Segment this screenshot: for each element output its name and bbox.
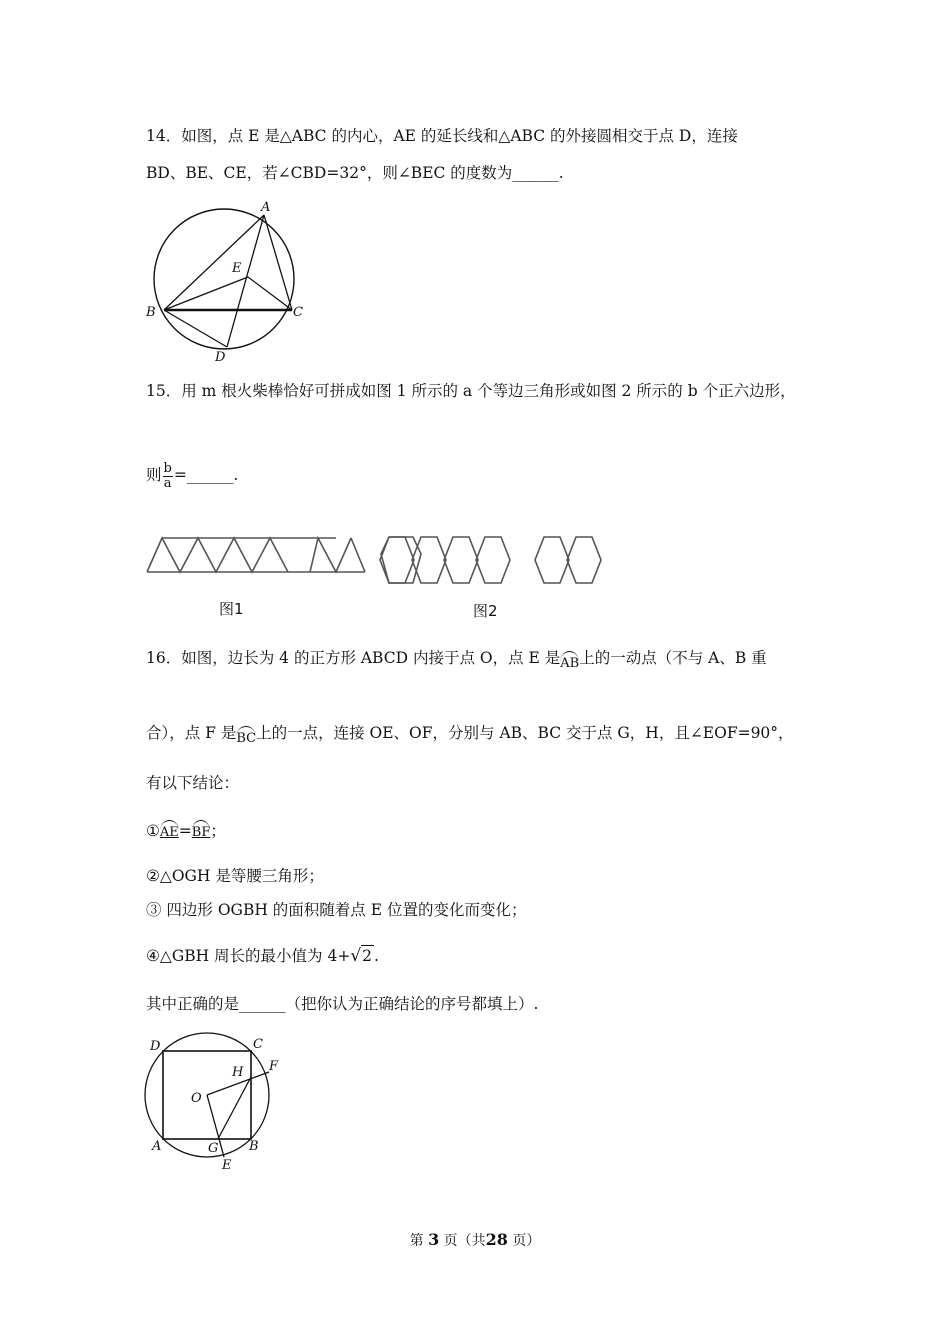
q14-label-B: B [146, 305, 156, 320]
q14-text-line2: BD、BE、CE，若∠CBD=32°，则∠BEC 的度数为______. [146, 164, 564, 182]
q16-conclusion-4 [146, 945, 379, 966]
q14-line-AB [164, 215, 264, 310]
q14-line-AD [227, 215, 264, 347]
q15-text-line1: 15．用 m 根火柴棒恰好可拼成如图 1 所示的 a 个等边三角形或如图 2 所示的 b 个正六边形， [146, 382, 796, 400]
q16-arc-AE: AE [160, 820, 179, 840]
q14-line-BE [164, 277, 248, 310]
footer-post: 页） [512, 1233, 541, 1249]
q16-sqrt-radicand: 2 [362, 947, 373, 965]
footer-total-pages: 28 [485, 1230, 508, 1249]
q14-text-line1: 14．如图，点 E 是△ABC 的内心，AE 的延长线和△ABC 的外接圆相交于点 D，连接 [146, 127, 738, 145]
q14-label-C: C [293, 305, 303, 320]
q15-fig2-hexagons [380, 537, 510, 583]
q14-circumcircle [154, 209, 294, 349]
q16-conclusion-3: ③ 四边形 OGBH 的面积随着点 E 位置的变化而变化； [146, 901, 527, 919]
q14-line-CE [248, 277, 292, 310]
q16-arc-AB: AB [560, 651, 579, 671]
q15-frac-den: a [163, 475, 172, 491]
q16-line1-b: 上的一动点（不与 A、B 重 [579, 649, 767, 667]
q16-line1-a: 16．如图，边长为 4 的正方形 ABCD 内接于点 O，点 E 是 [146, 649, 561, 667]
q16-label-A: A [152, 1139, 162, 1154]
q16-answer-line: 其中正确的是______（把你认为正确结论的序号都填上）. [146, 995, 539, 1013]
q16-text-line1 [146, 648, 767, 671]
q15-fig1-label: 图1 [219, 600, 244, 618]
page-footer [0, 1230, 950, 1250]
q15-frac-num: b [163, 460, 172, 476]
q15-figures [140, 532, 610, 592]
q16-c1-mark: ① [146, 822, 160, 840]
q14-figure [140, 195, 315, 370]
footer-mid: 页（共 [443, 1233, 486, 1249]
q16-arc-BC: BC [236, 726, 256, 746]
q16-label-H: H [232, 1065, 244, 1080]
q16-line-GH [218, 1077, 251, 1139]
q16-text-line2 [146, 723, 794, 746]
q15-fraction [163, 462, 173, 491]
q16-c1-end: ； [210, 822, 226, 840]
q16-label-O: O [191, 1091, 202, 1106]
q15-text-line2 [146, 459, 238, 491]
q16-label-C: C [253, 1037, 263, 1052]
q15-fig2-label: 图2 [473, 602, 498, 620]
q15-fig1-triangles [147, 538, 365, 572]
q14-line-AC [264, 215, 292, 310]
q16-figure [140, 1030, 300, 1178]
q16-conclusion-2: ②△OGH 是等腰三角形； [146, 867, 324, 885]
q16-line2-a: 合），点 F 是 [146, 724, 237, 742]
footer-pre: 第 [409, 1233, 424, 1249]
q16-label-F: F [269, 1059, 279, 1074]
q16-conclusion-1 [146, 820, 226, 841]
q15-fig2-hexagon-pair [535, 537, 601, 583]
q16-line2-b: 上的一点，连接 OE、OF，分别与 AB、BC 交于点 G，H，且∠EOF=90°， [256, 724, 794, 742]
q16-label-G: G [208, 1141, 219, 1156]
q16-sqrt-sign: √ [350, 946, 362, 966]
q15-prefix: 则 [146, 466, 162, 484]
q16-text-line3: 有以下结论： [146, 774, 240, 792]
q16-c1-eq: = [178, 822, 192, 840]
q14-label-A: A [261, 200, 271, 215]
q14-line-BD [164, 310, 227, 347]
q14-label-E: E [232, 261, 242, 276]
q14-label-D: D [215, 350, 226, 365]
q16-c4-end: . [374, 947, 379, 965]
q16-label-D: D [150, 1039, 161, 1054]
footer-page-number: 3 [428, 1230, 440, 1249]
q16-c4-a: ④△GBH 周长的最小值为 4+ [146, 947, 351, 965]
q16-label-B: B [249, 1139, 259, 1154]
q16-arc-BF: BF [192, 820, 211, 840]
q15-suffix: =______. [173, 466, 239, 484]
q16-label-E: E [222, 1158, 232, 1173]
